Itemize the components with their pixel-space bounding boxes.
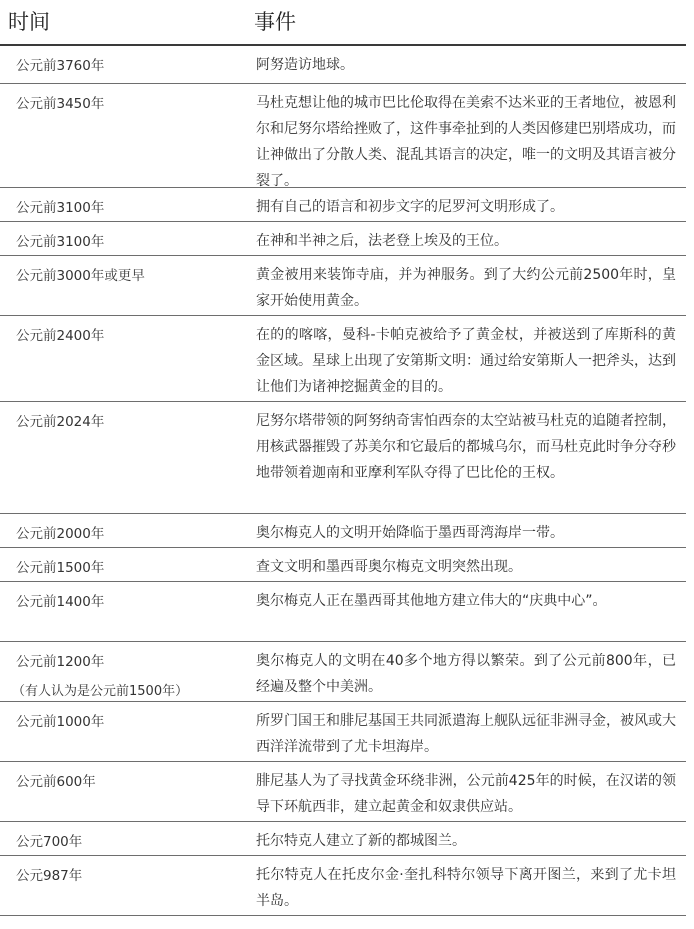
time-text: 公元前3100年 bbox=[16, 234, 105, 250]
row-time bbox=[16, 828, 82, 857]
time-text: 公元前2400年 bbox=[16, 328, 105, 344]
time-text: 公元前3450年 bbox=[16, 96, 105, 112]
row-time bbox=[16, 862, 82, 891]
table-row bbox=[0, 256, 686, 316]
row-time bbox=[16, 322, 104, 351]
row-event: 托尔特克人在托皮尔金·奎扎科特尔领导下离开图兰，来到了尤卡坦半岛。 bbox=[256, 867, 676, 909]
timeline-table bbox=[0, 46, 686, 916]
row-time bbox=[16, 228, 104, 257]
row-event: 在神和半神之后，法老登上埃及的王位。 bbox=[256, 233, 508, 249]
time-text: 公元前600年 bbox=[16, 774, 96, 790]
row-event: 腓尼基人为了寻找黄金环绕非洲，公元前425年的时候，在汉诺的领导下环航西非，建立起黄金和奴隶供应站。 bbox=[256, 773, 676, 815]
row-event: 马杜克想让他的城市巴比伦取得在美索不达米亚的王者地位，被恩利尔和尼努尔塔给挫败了，这件事牵扯到的人类因修建巴别塔成功，而让神做出了分散人类、混乱其语言的决定，唯一的文明及其语言被分裂了。 bbox=[256, 95, 676, 189]
table-row bbox=[0, 582, 686, 642]
header-event: 事件 bbox=[254, 10, 296, 34]
header-time: 时间 bbox=[8, 10, 50, 34]
row-event: 奥尔梅克人的文明在40多个地方得以繁荣。到了公元前800年，已经遍及整个中美洲。 bbox=[256, 653, 676, 695]
table-row bbox=[0, 822, 686, 856]
time-text: 公元前2024年 bbox=[16, 414, 105, 430]
row-time bbox=[16, 588, 104, 617]
table-row bbox=[0, 402, 686, 514]
time-note: （有人认为是公元前1500年） bbox=[12, 684, 189, 699]
row-time bbox=[12, 648, 189, 706]
row-time bbox=[16, 90, 104, 119]
row-event: 所罗门国王和腓尼基国王共同派遣海上舰队远征非洲寻金，被风或大西洋洋流带到了尤卡坦海岸。 bbox=[256, 713, 676, 755]
table-row bbox=[0, 316, 686, 402]
table-row bbox=[0, 84, 686, 188]
row-event: 在的的喀喀，曼科-卡帕克被给予了黄金杖，并被送到了库斯科的黄金区域。星球上出现了安第斯文明：通过给安第斯人一把斧头，达到让他们为诸神挖掘黄金的目的。 bbox=[256, 327, 676, 395]
row-event: 查文文明和墨西哥奥尔梅克文明突然出现。 bbox=[256, 559, 522, 575]
row-time bbox=[16, 194, 104, 223]
table-row bbox=[0, 702, 686, 762]
table-row bbox=[0, 548, 686, 582]
row-event: 阿努造访地球。 bbox=[256, 57, 354, 73]
time-text: 公元前1000年 bbox=[16, 714, 105, 730]
row-time bbox=[16, 262, 145, 291]
row-time bbox=[16, 554, 104, 583]
time-text: 公元前2000年 bbox=[16, 526, 105, 542]
time-text: 公元前1200年 bbox=[16, 654, 105, 670]
row-event: 黄金被用来装饰寺庙，并为神服务。到了大约公元前2500年时，皇家开始使用黄金。 bbox=[256, 267, 676, 309]
table-row bbox=[0, 46, 686, 84]
row-event: 托尔特克人建立了新的都城图兰。 bbox=[256, 833, 466, 849]
table-row bbox=[0, 188, 686, 222]
time-text: 公元前3100年 bbox=[16, 200, 105, 216]
table-row bbox=[0, 856, 686, 916]
table-row bbox=[0, 642, 686, 702]
table-row bbox=[0, 762, 686, 822]
row-event: 奥尔梅克人的文明开始降临于墨西哥湾海岸一带。 bbox=[256, 525, 564, 541]
table-row bbox=[0, 222, 686, 256]
row-event: 奥尔梅克人正在墨西哥其他地方建立伟大的“庆典中心”。 bbox=[256, 593, 607, 609]
time-text: 公元700年 bbox=[16, 834, 83, 850]
table-header bbox=[0, 0, 686, 46]
row-time bbox=[16, 52, 104, 81]
time-text: 公元前3000年或更早 bbox=[16, 268, 145, 284]
row-time bbox=[16, 768, 96, 797]
row-event: 尼努尔塔带领的阿努纳奇害怕西奈的太空站被马杜克的追随者控制，用核武器摧毁了苏美尔和它最后的都城乌尔，而马杜克此时争分夺秒地带领着迦南和亚摩利军队夺得了巴比伦的王权。 bbox=[256, 413, 676, 481]
time-text: 公元987年 bbox=[16, 868, 83, 884]
row-time bbox=[16, 520, 104, 549]
row-event: 拥有自己的语言和初步文字的尼罗河文明形成了。 bbox=[256, 199, 564, 215]
row-time bbox=[16, 408, 104, 437]
row-time bbox=[16, 708, 104, 737]
time-text: 公元前1500年 bbox=[16, 560, 105, 576]
table-row bbox=[0, 514, 686, 548]
time-text: 公元前3760年 bbox=[16, 58, 105, 74]
time-text: 公元前1400年 bbox=[16, 594, 105, 610]
